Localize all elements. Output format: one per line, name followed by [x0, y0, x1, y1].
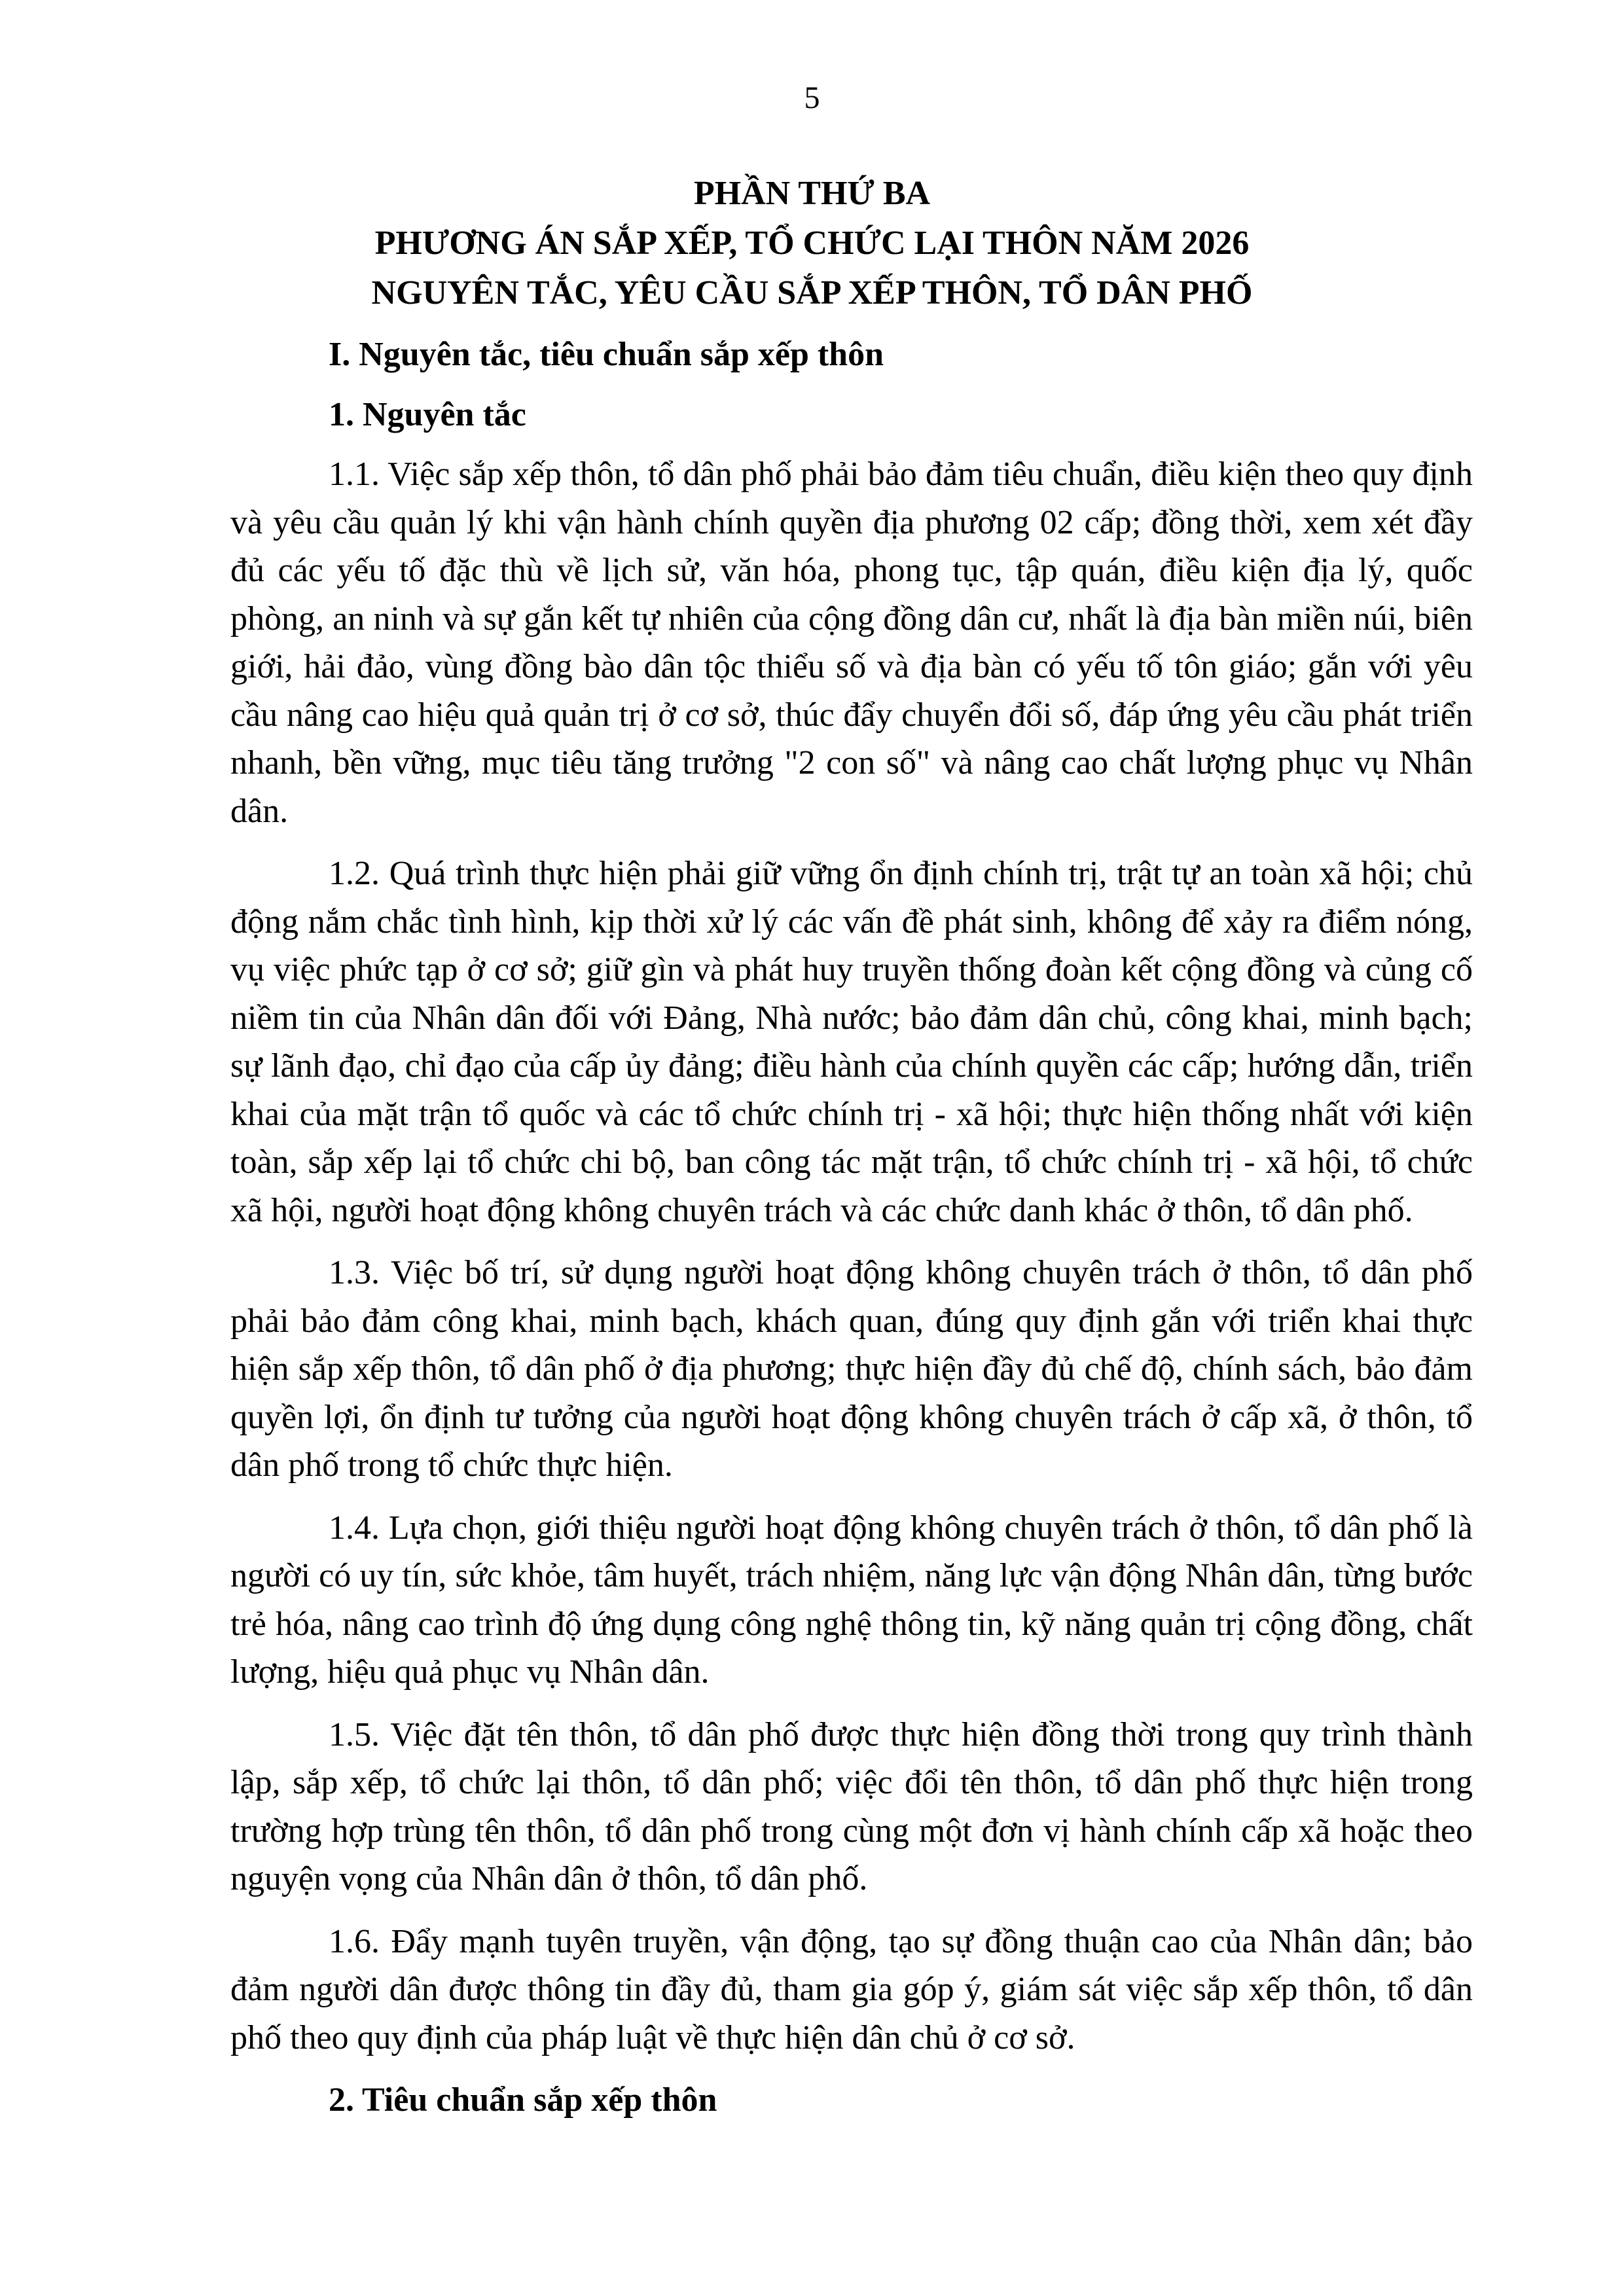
document-heading	[0, 169, 1624, 318]
paragraph-1-6: 1.6. Đẩy mạnh tuyên truyền, vận động, tạo sự đồng thuận cao của Nhân dân; bảo đảm người dân được thông tin đầy đủ, tham gia góp ý, giám sát việc sắp xếp thôn, tổ dân phố theo quy định của pháp luật về thực hiện dân chủ ở cơ sở.	[230, 1922, 1473, 2056]
principles-title: NGUYÊN TẮC, YÊU CẦU SẮP XẾP THÔN, TỔ DÂN PHỐ	[371, 274, 1253, 312]
subsection-heading-1: 1. Nguyên tắc	[329, 395, 526, 433]
section-heading-I: I. Nguyên tắc, tiêu chuẩn sắp xếp thôn	[329, 336, 884, 373]
subsection-heading-2: 2. Tiêu chuẩn sắp xếp thôn	[329, 2081, 717, 2119]
page-number: 5	[804, 81, 820, 115]
paragraph-1-5: 1.5. Việc đặt tên thôn, tổ dân phố được thực hiện đồng thời trong quy trình thành lập, sắp xếp, tổ chức lại thôn, tổ dân phố; việc đổi tên thôn, tổ dân phố thực hiện trong trường hợp trùng tên thôn, tổ dân phố trong cùng một đơn vị hành chính cấp xã hoặc theo nguyện vọng của Nhân dân ở thôn, tổ dân phố.	[230, 1715, 1473, 1897]
part-title: PHẦN THỨ BA	[693, 175, 931, 212]
document-body	[230, 331, 1473, 2136]
paragraph-1-1: 1.1. Việc sắp xếp thôn, tổ dân phố phải bảo đảm tiêu chuẩn, điều kiện theo quy định và yêu cầu quản lý khi vận hành chính quyền địa phương 02 cấp; đồng thời, xem xét đầy đủ các yếu tố đặc thù về lịch sử, văn hóa, phong tục, tập quán, điều kiện địa lý, quốc phòng, an ninh và sự gắn kết tự nhiên của cộng đồng dân cư, nhất là địa bàn miền núi, biên giới, hải đảo, vùng đồng bào dân tộc thiểu số và địa bàn có yếu tố tôn giáo; gắn với yêu cầu nâng cao hiệu quả quản trị ở cơ sở, thúc đẩy chuyển đổi số, đáp ứng yêu cầu phát triển nhanh, bền vững, mục tiêu tăng trưởng "2 con số" và nâng cao chất lượng phục vụ Nhân dân.	[230, 456, 1473, 830]
paragraph-1-3: 1.3. Việc bố trí, sử dụng người hoạt động không chuyên trách ở thôn, tổ dân phố phải bảo đảm công khai, minh bạch, khách quan, đúng quy định gắn với triển khai thực hiện sắp xếp thôn, tổ dân phố ở địa phương; thực hiện đầy đủ chế độ, chính sách, bảo đảm quyền lợi, ổn định tư tưởng của người hoạt động không chuyên trách ở cấp xã, ở thôn, tổ dân phố trong tổ chức thực hiện.	[230, 1254, 1473, 1484]
paragraph-1-2: 1.2. Quá trình thực hiện phải giữ vững ổn định chính trị, trật tự an toàn xã hội; chủ động nắm chắc tình hình, kịp thời xử lý các vấn đề phát sinh, không để xảy ra điểm nóng, vụ việc phức tạp ở cơ sở; giữ gìn và phát huy truyền thống đoàn kết cộng đồng và củng cố niềm tin của Nhân dân đối với Đảng, Nhà nước; bảo đảm dân chủ, công khai, minh bạch; sự lãnh đạo, chỉ đạo của cấp ủy đảng; điều hành của chính quyền các cấp; hướng dẫn, triển khai của mặt trận tổ quốc và các tổ chức chính trị - xã hội; thực hiện thống nhất với kiện toàn, sắp xếp lại tổ chức chi bộ, ban công tác mặt trận, tổ chức chính trị - xã hội, tổ chức xã hội, người hoạt động không chuyên trách và các chức danh khác ở thôn, tổ dân phố.	[230, 855, 1473, 1229]
plan-title: PHƯƠNG ÁN SẮP XẾP, TỔ CHỨC LẠI THÔN NĂM 2026	[374, 224, 1250, 262]
paragraph-1-4: 1.4. Lựa chọn, giới thiệu người hoạt động không chuyên trách ở thôn, tổ dân phố là người có uy tín, sức khỏe, tâm huyết, trách nhiệm, năng lực vận động Nhân dân, từng bước trẻ hóa, nâng cao trình độ ứng dụng công nghệ thông tin, kỹ năng quản trị cộng đồng, chất lượng, hiệu quả phục vụ Nhân dân.	[230, 1509, 1473, 1691]
